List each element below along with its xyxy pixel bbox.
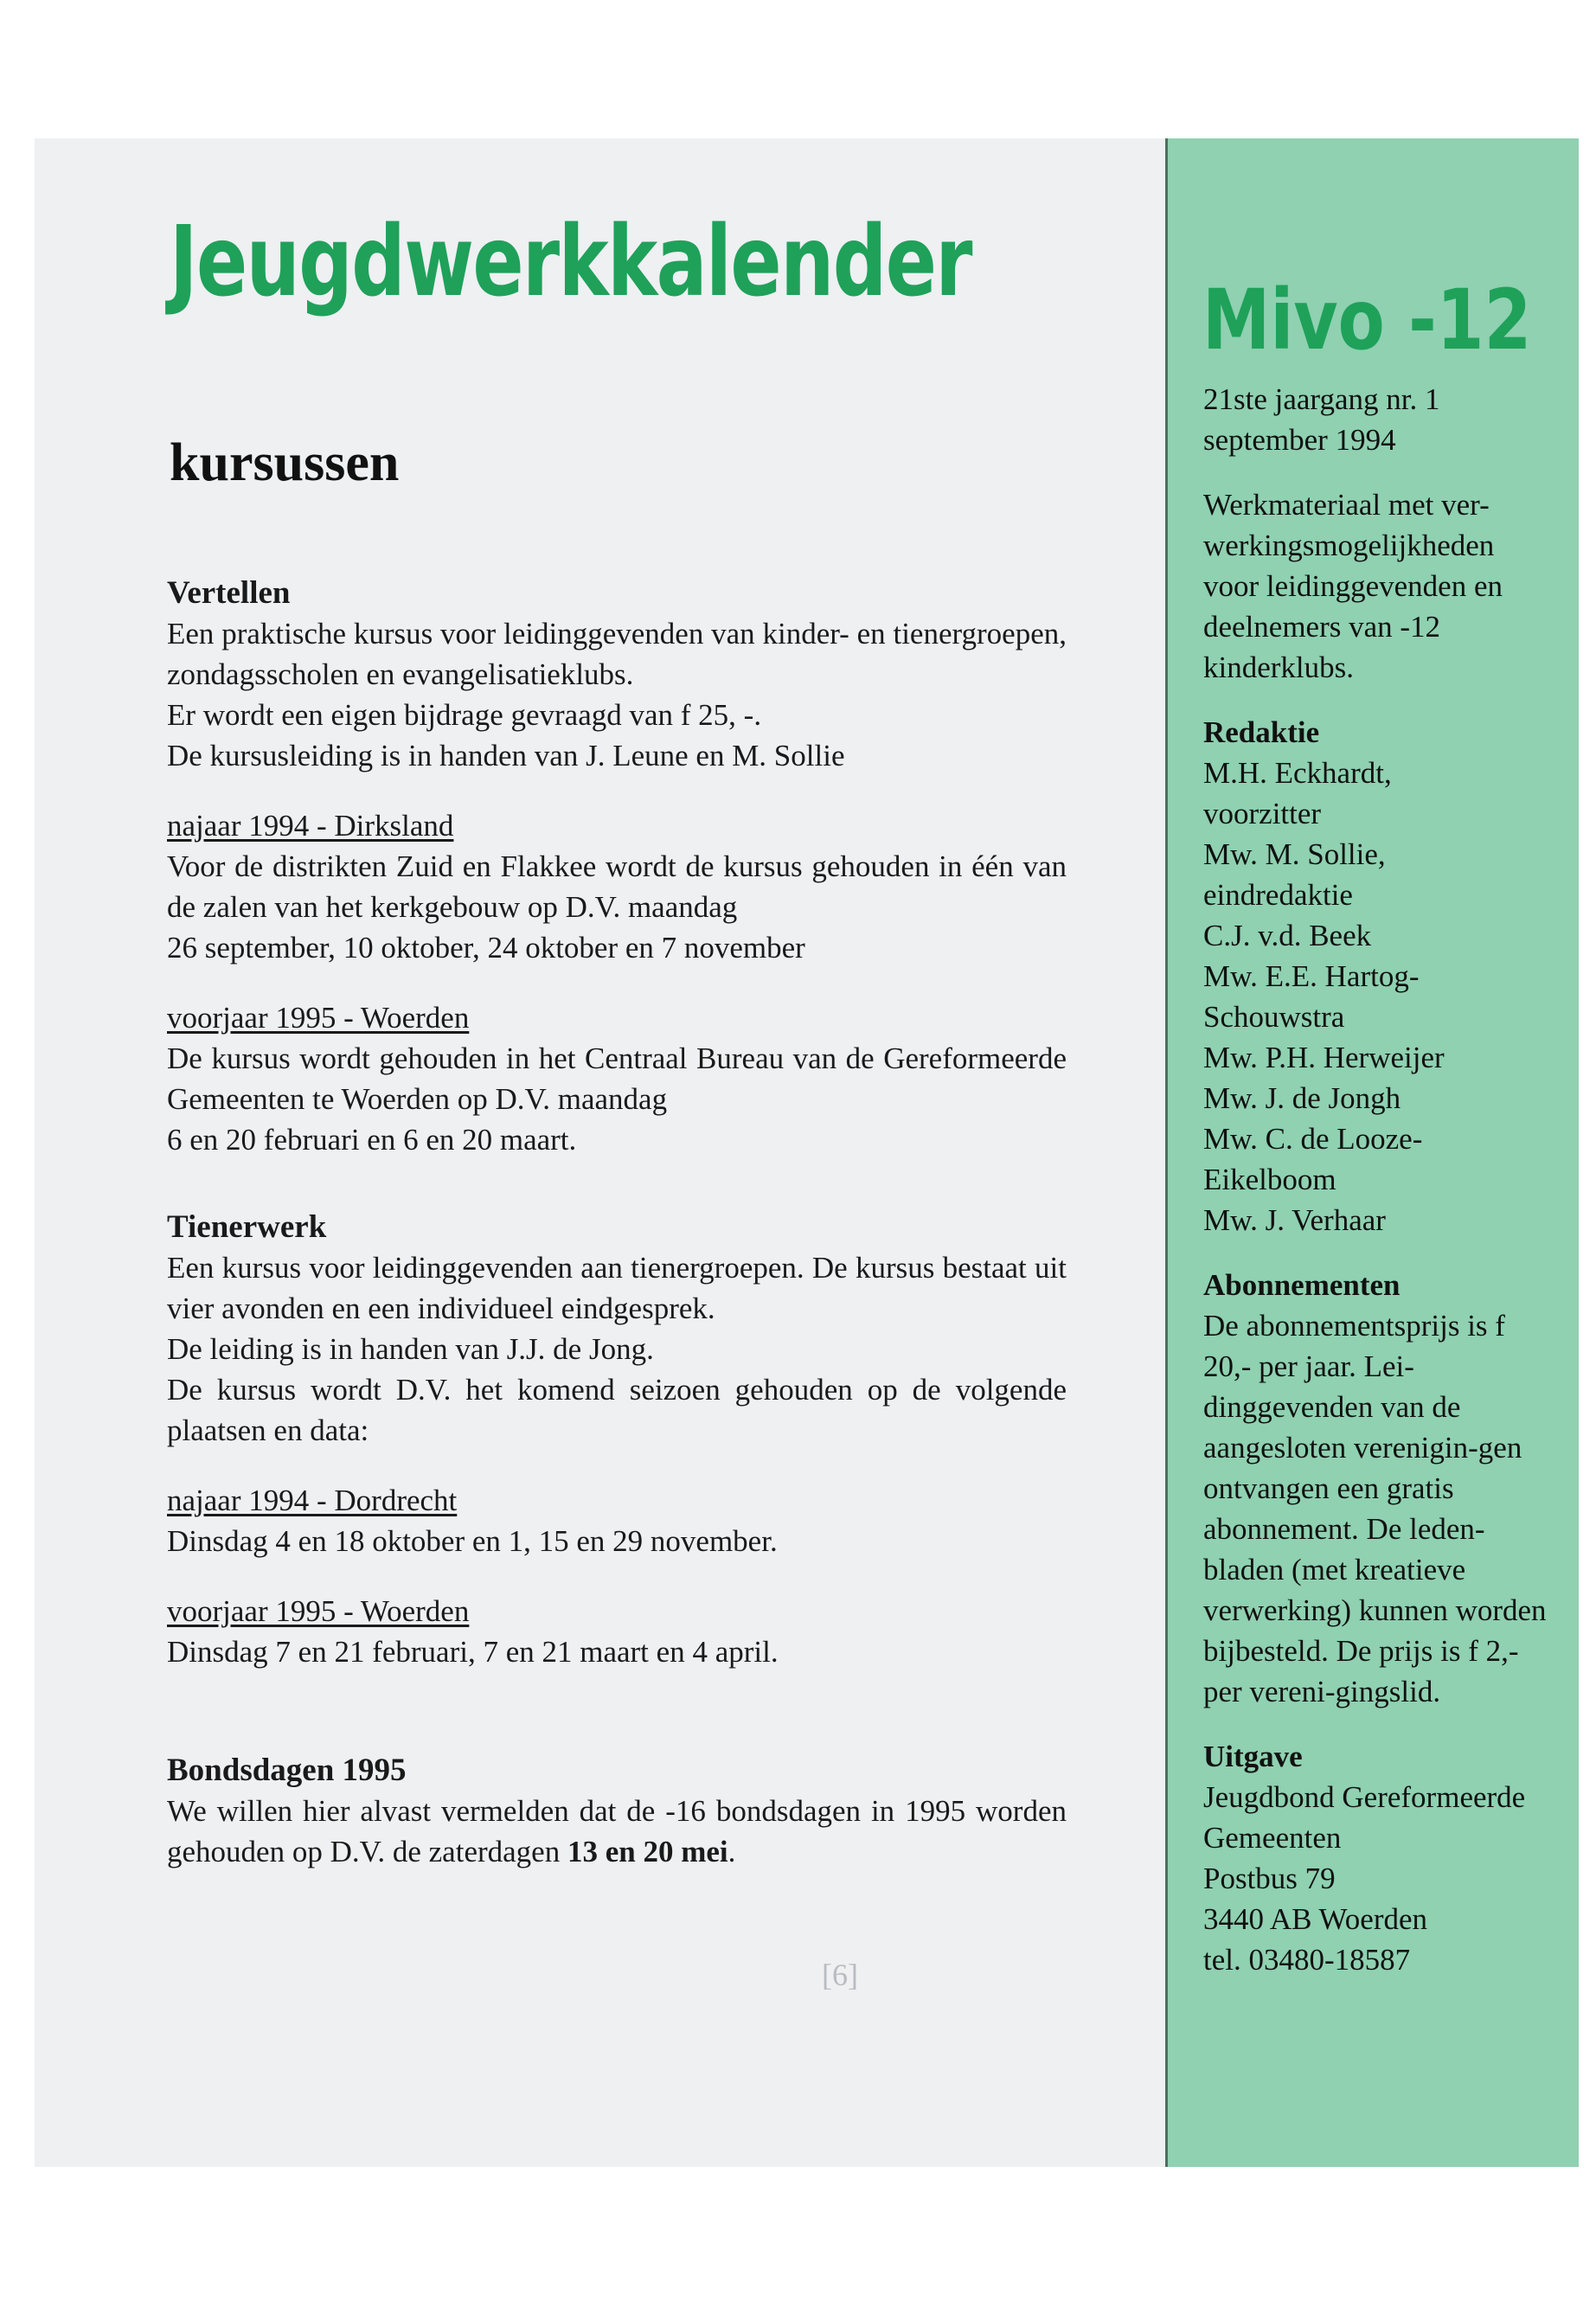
uitgave-heading: Uitgave: [1203, 1740, 1303, 1773]
tienerwerk-najaar-label: najaar 1994 - Dordrecht: [167, 1484, 458, 1517]
tienerwerk-voorjaar-label: voorjaar 1995 - Woerden: [167, 1594, 470, 1628]
redaktie-member: Mw. J. Verhaar: [1203, 1203, 1386, 1237]
vertellen-leaders: De kursusleiding is in handen van J. Leune en M. Sollie: [167, 739, 845, 772]
redaktie-member: eindredaktie: [1203, 878, 1353, 912]
main-column: [167, 573, 1067, 1872]
tienerwerk-najaar-dates: Dinsdag 4 en 18 oktober en 1, 15 en 29 november.: [167, 1524, 778, 1558]
vertellen-najaar-dates: 26 september, 10 oktober, 24 oktober en 7 november: [167, 931, 805, 965]
mivo-title: Mivo -12: [1202, 272, 1532, 369]
vertellen-voorjaar-label: voorjaar 1995 - Woerden: [167, 1001, 470, 1035]
page-number: [6]: [822, 1958, 858, 1992]
redaktie-member: C.J. v.d. Beek: [1203, 919, 1372, 952]
bondsdagen-end: .: [727, 1835, 736, 1868]
redaktie-member: Mw. C. de Looze-Eikelboom: [1203, 1122, 1423, 1196]
sidebar-description: Werkmateriaal met ver-werkingsmogelijkheden voor leidinggevenden en deelnemers van -12 kinderklubs.: [1203, 488, 1503, 684]
sidebar-jaargang: 21ste jaargang nr. 1: [1203, 382, 1440, 416]
redaktie-member: M.H. Eckhardt,: [1203, 756, 1392, 790]
abonnementen-heading: Abonnementen: [1203, 1268, 1401, 1302]
sidebar-divider: [1165, 138, 1168, 2167]
redaktie-member: Mw. M. Sollie,: [1203, 837, 1386, 871]
sidebar-content: [1203, 379, 1554, 1980]
vertellen-najaar-text: Voor de distrikten Zuid en Flakkee wordt de kursus gehouden in één van de zalen van het kerkgebouw op D.V. maandag: [167, 849, 1067, 924]
uitgave-line: Jeugdbond Gereformeerde: [1203, 1780, 1526, 1814]
bondsdagen-body: We willen hier alvast vermelden dat de -16 bondsdagen in 1995 worden gehouden op D.V. de zaterdagen: [167, 1794, 1067, 1868]
vertellen-najaar-label: najaar 1994 - Dirksland: [167, 809, 454, 843]
bondsdagen-text: [167, 1791, 1067, 1872]
vertellen-heading: Vertellen: [167, 575, 291, 611]
vertellen-voorjaar-dates: 6 en 20 februari en 6 en 20 maart.: [167, 1123, 577, 1157]
tienerwerk-locations: De kursus wordt D.V. het komend seizoen gehouden op de volgende plaatsen en data:: [167, 1373, 1067, 1447]
redaktie-heading: Redaktie: [1203, 715, 1320, 749]
redaktie-member: Mw. E.E. Hartog-Schouwstra: [1203, 959, 1420, 1034]
uitgave-line: tel. 03480-18587: [1203, 1943, 1411, 1977]
redaktie-member: Mw. P.H. Herweijer: [1203, 1041, 1445, 1074]
uitgave-line: 3440 AB Woerden: [1203, 1902, 1428, 1936]
vertellen-fee: Er wordt een eigen bijdrage gevraagd van f 25, -.: [167, 698, 762, 732]
sidebar-date: september 1994: [1203, 423, 1396, 457]
redaktie-member: Mw. J. de Jongh: [1203, 1081, 1401, 1115]
tienerwerk-voorjaar-dates: Dinsdag 7 en 21 februari, 7 en 21 maart en 4 april.: [167, 1635, 779, 1669]
redaktie-member: voorzitter: [1203, 797, 1322, 830]
uitgave-line: Gemeenten: [1203, 1821, 1342, 1855]
uitgave-line: Postbus 79: [1203, 1862, 1336, 1895]
abonnementen-text: De abonnementsprijs is f 20,- per jaar. Lei-dinggevenden van de aangesloten verenigin-gen ontvangen een gratis abonnement. De leden-bladen (met kreatieve verwerking) kunnen worden bijbesteld. De prijs is f 2,- per vereni-gingslid.: [1203, 1309, 1547, 1708]
tienerwerk-heading: Tienerwerk: [167, 1209, 327, 1245]
tienerwerk-intro: Een kursus voor leidinggevenden aan tienergroepen. De kursus bestaat uit vier avonden en een individueel eindgesprek.: [167, 1251, 1067, 1325]
tienerwerk-leader: De leiding is in handen van J.J. de Jong.: [167, 1332, 654, 1366]
vertellen-intro: Een praktische kursus voor leidinggevenden van kinder- en tienergroepen, zondagsscholen en evangelisatieklubs.: [167, 617, 1067, 691]
section-title: kursussen: [170, 433, 400, 492]
bondsdagen-heading: Bondsdagen 1995: [167, 1753, 407, 1788]
vertellen-voorjaar-text: De kursus wordt gehouden in het Centraal Bureau van de Gereformeerde Gemeenten te Woerden op D.V. maandag: [167, 1042, 1067, 1116]
masthead-title: Jeugdwerkkalender: [170, 206, 971, 318]
bondsdagen-dates: 13 en 20 mei: [567, 1835, 728, 1868]
